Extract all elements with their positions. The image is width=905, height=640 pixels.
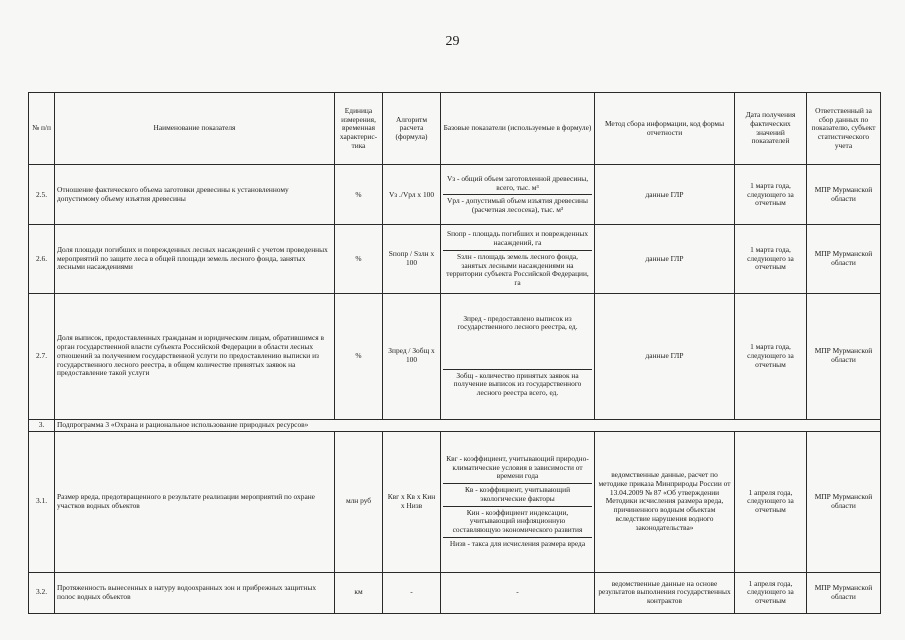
base-item: Кин - коэффициент индексации, учитывающий инфляционную составляющую экономического развития	[443, 507, 592, 538]
base-item: Низв - такса для исчисления размера вреда	[449, 538, 586, 548]
row-algorithm: Квг х Кв х Кин х Низв	[383, 431, 441, 572]
row-base	[441, 431, 595, 572]
base-item: Sпопр - площадь погибших и поврежденных насаждений, га	[443, 228, 592, 250]
section-row	[29, 419, 881, 431]
table-row	[29, 293, 881, 419]
row-date: 1 марта года, следующего за отчетным	[735, 293, 807, 419]
row-num: 2.5.	[29, 165, 55, 225]
row-date: 1 апреля года, следующего за отчетным	[735, 431, 807, 572]
row-unit: млн руб	[335, 431, 383, 572]
header-responsible: Ответственный за сбор данных по показателю, субъект статистического учета	[807, 93, 881, 165]
header-algorithm: Алгоритм расчета (формула)	[383, 93, 441, 165]
row-base	[441, 165, 595, 225]
row-num: 3.1.	[29, 431, 55, 572]
header-row	[29, 93, 881, 165]
row-name: Отношение фактического объема заготовки древесины к установленному допустимому объему изъятия древесины	[55, 165, 335, 225]
section-title: Подпрограмма 3 «Охрана и рациональное использование природных ресурсов»	[55, 419, 881, 431]
row-name: Доля выписок, предоставленных гражданам и юридическим лицам, обратившимся в орган государственной власти субъекта Российской Федерации в области лесных отношений за получением государственной услуги по предоставлению выписки из государственного лесного реестра, в общем количестве принятых заявок на предоставление такой услуги	[55, 293, 335, 419]
base-item: Квг - коэффициент, учитывающий природно-климатические условия в зависимости от времени года	[443, 453, 592, 484]
row-responsible: МПР Мурманской области	[807, 572, 881, 613]
row-base: -	[441, 572, 595, 613]
row-date: 1 марта года, следующего за отчетным	[735, 165, 807, 225]
row-base	[441, 225, 595, 293]
header-date: Дата получения фактических значений показателей	[735, 93, 807, 165]
row-responsible: МПР Мурманской области	[807, 431, 881, 572]
row-date: 1 апреля года, следующего за отчетным	[735, 572, 807, 613]
row-num: 2.7.	[29, 293, 55, 419]
row-unit: %	[335, 293, 383, 419]
indicators-table	[28, 92, 881, 614]
header-base: Базовые показатели (используемые в формуле)	[441, 93, 595, 165]
row-method: ведомственные данные на основе результатов выполнения государственных контрактов	[595, 572, 735, 613]
table-row	[29, 431, 881, 572]
row-method: данные ГЛР	[595, 225, 735, 293]
header-unit: Единица измерения, временная характерис-тика	[335, 93, 383, 165]
table-row	[29, 572, 881, 613]
base-item: Vрл - допустимый объем изъятия древесины (расчетная лесосека), тыс. м³	[447, 196, 588, 215]
row-name: Протяженность вынесенных в натуру водоохранных зон и прибрежных защитных полос водных объектов	[55, 572, 335, 613]
row-method: данные ГЛР	[595, 165, 735, 225]
row-algorithm: Зпред / Зобщ х 100	[383, 293, 441, 419]
page-number: 29	[445, 34, 460, 49]
section-num: 3.	[29, 419, 55, 431]
row-algorithm: Vз ./Vрл х 100	[383, 165, 441, 225]
row-unit: %	[335, 165, 383, 225]
row-num: 3.2.	[29, 572, 55, 613]
row-name: Размер вреда, предотвращенного в результате реализации мероприятий по охране участков водных объектов	[55, 431, 335, 572]
row-method: ведомственные данные, расчет по методике приказа Минприроды России от 13.04.2009 № 87 «Об утверждении Методики исчисления размера вреда, причиненного водным объектам вследствие нарушения водного законодательства»	[595, 431, 735, 572]
row-responsible: МПР Мурманской области	[807, 225, 881, 293]
header-num: № п/п	[29, 93, 55, 165]
row-base	[441, 293, 595, 419]
row-responsible: МПР Мурманской области	[807, 293, 881, 419]
header-method: Метод сбора информации, код формы отчетности	[595, 93, 735, 165]
row-num: 2.6.	[29, 225, 55, 293]
row-unit: км	[335, 572, 383, 613]
row-unit: %	[335, 225, 383, 293]
table-row	[29, 165, 881, 225]
base-item: Vз - общий объем заготовленной древесины, всего, тыс. м³	[443, 173, 592, 195]
base-item: Зпред - предоставлено выписок из государственного лесного реестра, ед.	[443, 313, 592, 370]
row-method: данные ГЛР	[595, 293, 735, 419]
row-name: Доля площади погибших и поврежденных лесных насаждений с учетом проведенных мероприятий по защите леса в общей площади земель лесного фонда, занятых лесными насаждениями	[55, 225, 335, 293]
row-responsible: МПР Мурманской области	[807, 165, 881, 225]
base-item: Sзлн - площадь земель лесного фонда, занятых лесными насаждениями на территории субъекта Российской Федерации, га	[446, 251, 589, 287]
row-date: 1 марта года, следующего за отчетным	[735, 225, 807, 293]
base-item: Кв - коэффициент, учитывающий экологические факторы	[443, 484, 592, 506]
table-row	[29, 225, 881, 293]
base-item: Зобщ - количество принятых заявок на получение выписок из государственного лесного реестра всего, ед.	[453, 370, 582, 398]
row-algorithm: Sпопр / Sзлн х 100	[383, 225, 441, 293]
row-algorithm: -	[383, 572, 441, 613]
header-name: Наименование показателя	[55, 93, 335, 165]
